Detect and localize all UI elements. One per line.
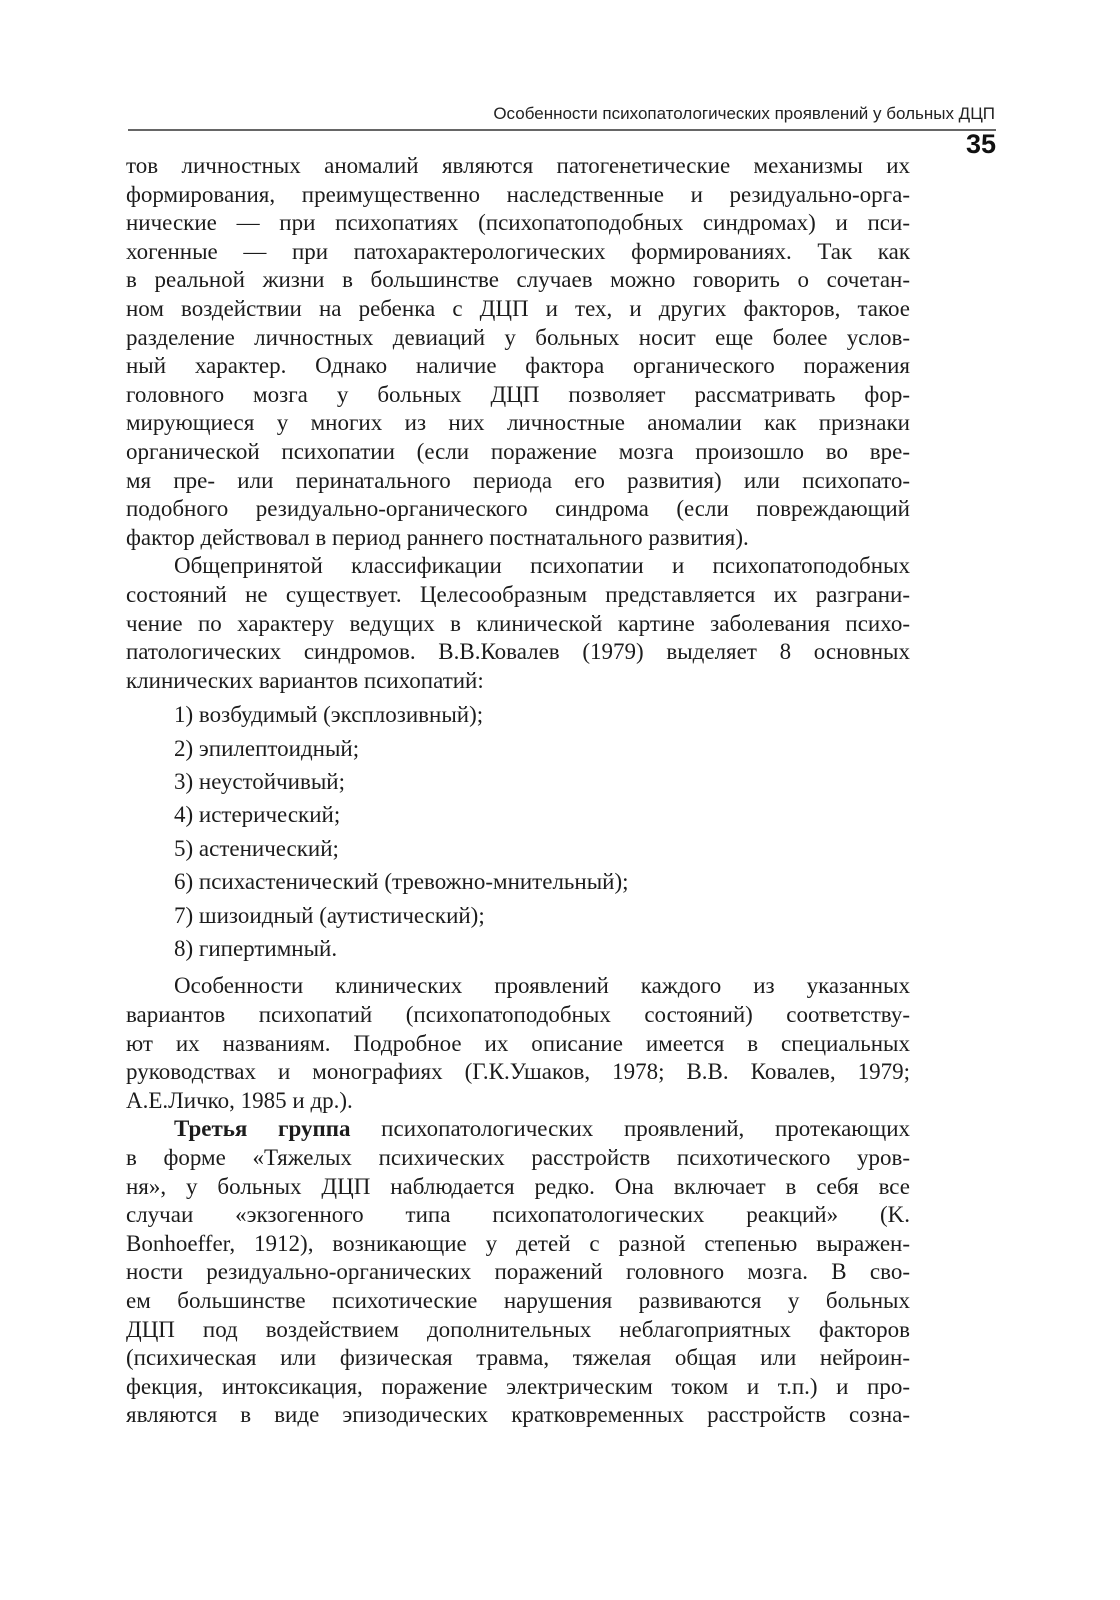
section-lead: Третья группа bbox=[174, 1116, 351, 1142]
paragraph-3 bbox=[126, 972, 910, 1115]
text-line: фактор действовал в период раннего постнатального развития). bbox=[126, 524, 749, 550]
text-line: формирования, преимущественно наследственные и резидуально-орга- bbox=[126, 181, 910, 207]
text-body bbox=[126, 152, 910, 1430]
text-line: состояний не существует. Целесообразным представляется их разграни- bbox=[126, 581, 910, 607]
text-line: в реальной жизни в большинстве случаев можно говорить о сочетан- bbox=[126, 267, 910, 293]
list-item: 1) возбудимый (эксплозивный); bbox=[174, 702, 484, 728]
paragraph-2 bbox=[126, 552, 910, 695]
text-line: Общепринятой классификации психопатии и психопатоподобных bbox=[174, 553, 910, 579]
paragraph-4 bbox=[126, 1115, 910, 1430]
text-line: тов личностных аномалий являются патогенетические механизмы их bbox=[126, 153, 910, 178]
page-number: 35 bbox=[965, 129, 996, 159]
text-line: ДЦП под воздействием дополнительных неблагоприятных факторов bbox=[126, 1316, 910, 1342]
running-head-title: Особенности психопатологических проявлений у больных ДЦП bbox=[493, 104, 995, 123]
text-line: ный характер. Однако наличие фактора органического поражения bbox=[126, 353, 910, 379]
text-line bbox=[126, 1115, 910, 1144]
text-line: руководствах и монографиях (Г.К.Ушаков, 1978; В.В. Ковалев, 1979; bbox=[126, 1059, 910, 1085]
text-line: вариантов психопатий (психопатоподобных состояний) соответству- bbox=[126, 1002, 910, 1027]
list-item: 3) неустойчивый; bbox=[174, 769, 346, 795]
text-line: разделение личностных девиаций у больных носит еще более услов- bbox=[126, 324, 910, 350]
text-line: ня», у больных ДЦП наблюдается редко. Она включает в себя все bbox=[126, 1173, 910, 1199]
text-line: А.Е.Личко, 1985 и др.). bbox=[126, 1087, 353, 1113]
text-line: клинических вариантов психопатий: bbox=[126, 667, 484, 693]
text-line: хогенные — при патохарактерологических формированиях. Так как bbox=[126, 238, 910, 264]
text-line: мя пре- или перинатального периода его развития) или психопато- bbox=[126, 467, 910, 493]
list-item: 6) психастенический (тревожно-мнительный); bbox=[174, 869, 629, 895]
text-line: мирующиеся у многих из них личностные аномалии как признаки bbox=[126, 410, 910, 436]
text-line: ном воздействии на ребенка с ДЦП и тех, и других факторов, такое bbox=[126, 295, 910, 321]
paragraph-1 bbox=[126, 152, 910, 552]
list-item: 8) гипертимный. bbox=[174, 936, 338, 962]
header-rule bbox=[128, 129, 996, 131]
text-line: чение по характеру ведущих в клинической картине заболевания психо- bbox=[126, 610, 910, 636]
text-line: Особенности клинических проявлений каждого из указанных bbox=[174, 973, 910, 999]
list-item: 7) шизоидный (аутистический); bbox=[174, 902, 485, 928]
list-item: 4) истерический; bbox=[174, 802, 341, 828]
text-line: Bonhoeffer, 1912), возникающие у детей с разной степенью выражен- bbox=[126, 1230, 910, 1256]
text-line: ности резидуально-органических поражений головного мозга. В сво- bbox=[126, 1259, 910, 1285]
text-line: подобного резидуально-органического синдрома (если повреждающий bbox=[126, 496, 910, 522]
text-line: фекция, интоксикация, поражение электрическим током и т.п.) и про- bbox=[126, 1373, 910, 1399]
text-line: ют их названиям. Подробное их описание имеется в специальных bbox=[126, 1030, 910, 1056]
text-line: патологических синдромов. В.В.Ковалев (1979) выделяет 8 основных bbox=[126, 639, 910, 665]
text-line: головного мозга у больных ДЦП позволяет рассматривать фор- bbox=[126, 381, 910, 407]
text-line: случаи «экзогенного типа психопатологических реакций» (K. bbox=[126, 1202, 910, 1228]
text-line: нические — при психопатиях (психопатоподобных синдромах) и пси- bbox=[126, 210, 910, 236]
text-line: являются в виде эпизодических кратковременных расстройств созна- bbox=[126, 1402, 910, 1428]
variants-list bbox=[126, 701, 910, 968]
list-item: 2) эпилептоидный; bbox=[174, 735, 360, 761]
text-line: ем большинстве психотические нарушения развиваются у больных bbox=[126, 1287, 910, 1313]
list-item: 5) астенический; bbox=[174, 835, 339, 861]
text-line: органической психопатии (если поражение мозга произошло во вре- bbox=[126, 438, 910, 464]
text-line: (психическая или физическая травма, тяжелая общая или нейроин- bbox=[126, 1345, 910, 1371]
text-line-rest: психопатологических проявлений, протекающих bbox=[350, 1116, 910, 1142]
text-line: в форме «Тяжелых психических расстройств психотического уров- bbox=[126, 1144, 910, 1170]
